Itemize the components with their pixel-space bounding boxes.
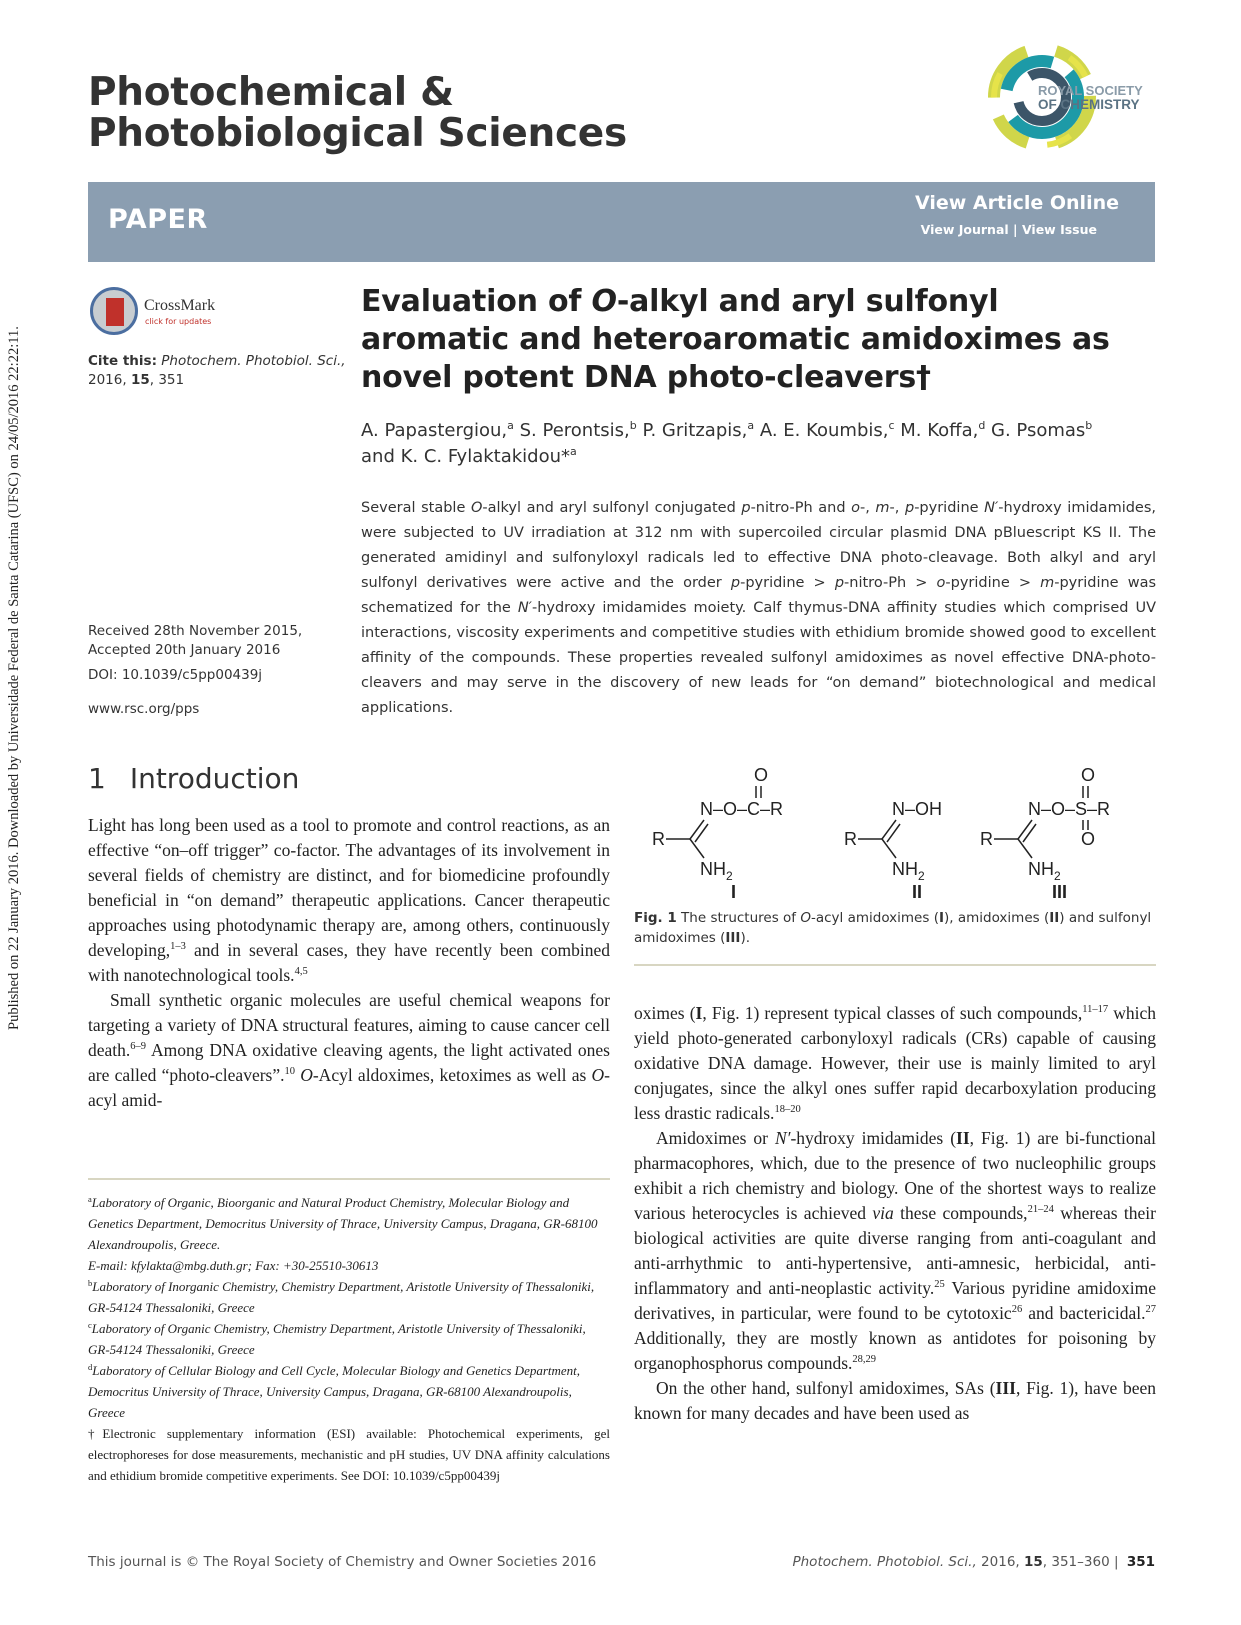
received-date: Received 28th November 2015, (88, 623, 303, 639)
author[interactable]: A. E. Koumbis, (754, 420, 889, 441)
italic-text: O (295, 1065, 313, 1085)
view-issue-link[interactable]: View Issue (1021, 222, 1097, 237)
text: Amidoximes or (656, 1128, 775, 1148)
bold-text: I (695, 1003, 703, 1023)
footnote-b (88, 1276, 610, 1318)
article-type: PAPER (108, 204, 208, 235)
abstract-italic: O (470, 500, 483, 516)
bold-text: III (995, 1378, 1016, 1398)
abstract-italic: o (851, 500, 860, 516)
cite-prefix: Cite this: (88, 353, 157, 369)
citation-ref[interactable]: 18–20 (774, 1104, 801, 1115)
text: Various pyridine amidoxime derivatives, in particular, were found to be cytotoxic (634, 1278, 1156, 1323)
view-journal-link[interactable]: View Journal (920, 222, 1009, 237)
author[interactable]: M. Koffa, (894, 420, 979, 441)
figure-caption (634, 908, 1156, 948)
affiliation-mark: b (1085, 419, 1093, 432)
r-group: R (652, 829, 665, 849)
crossmark-badge[interactable] (90, 287, 250, 339)
cite-journal: Photochem. Photobiol. Sci., (161, 353, 346, 369)
journal-website-link[interactable]: www.rsc.org/pps (88, 701, 200, 717)
download-notice: Published on 22 January 2016. Downloaded by Universidade Federal de Santa Catarina (UFSC) on 24/05/2016 22:22:11. (6, 326, 22, 1030)
abstract-italic: N′ (984, 500, 999, 516)
citation (88, 352, 346, 390)
citation-ref[interactable]: 25 (934, 1279, 945, 1290)
author[interactable]: G. Psomas (985, 420, 1086, 441)
footer-pages: , 351–360 (1042, 1554, 1110, 1570)
abstract-italic: p (904, 500, 915, 516)
carbonyl-o: O (754, 768, 769, 785)
group-label: N–O–C–R (700, 799, 784, 819)
journal-issue-links (921, 222, 1097, 237)
structure-I (652, 768, 783, 902)
publisher-name (1038, 84, 1143, 112)
footer-journal: Photochem. Photobiol. Sci., (792, 1554, 977, 1570)
text: -hydroxy imidamides ( (790, 1128, 957, 1148)
r-group: R (844, 829, 857, 849)
abstract-italic: m (1040, 575, 1055, 591)
text: -Acyl aldoximes, ketoximes as well as (312, 1065, 592, 1085)
crossmark-sub: click for updates (145, 317, 212, 326)
journal-title-line2: Photobiological Sciences (88, 111, 627, 156)
journal-title-line1: Photochemical & (88, 70, 454, 115)
structure-label: III (1052, 882, 1068, 902)
affiliation-mark: a (570, 445, 577, 458)
footnote-divider (88, 1178, 610, 1180)
figure-divider (634, 964, 1156, 966)
affiliation-mark: b (629, 419, 637, 432)
page-number: 351 (1126, 1554, 1155, 1570)
crossmark-icon (90, 287, 138, 335)
introduction-text (88, 813, 610, 1113)
author[interactable]: P. Gritzapis, (636, 420, 748, 441)
affiliation-mark: a (88, 1194, 92, 1204)
paragraph (634, 1001, 1156, 1126)
title-italic: O (591, 284, 617, 319)
nh2: $NH_2$ (700, 859, 733, 883)
text: On the other hand, sulfonyl amidoximes, SAs ( (656, 1378, 996, 1398)
citation-ref[interactable]: 4,5 (294, 966, 308, 977)
author[interactable]: and K. C. Fylaktakidou* (361, 446, 571, 467)
publisher-line2: OF CHEMISTRY (1038, 97, 1140, 112)
text: whereas their biological activities are quite diverse ranging from anti-coagulant and anti-arrhythmic to anti-hypertensive, anti-amnesic, herbicidal, anti-inflammatory and anti-neoplastic activity. (634, 1203, 1156, 1298)
citation-ref[interactable]: 21–24 (1027, 1204, 1054, 1215)
abstract-text: -, (859, 500, 876, 516)
affiliation-text: Laboratory of Cellular Biology and Cell Cycle, Molecular Biology and Genetics Department, Democritus University of Thrace, University Campus, Dragana, GR-68100 Alexandroupolis, Greece (88, 1363, 581, 1420)
section-number: 1 (88, 762, 106, 795)
title-part1: Evaluation of (361, 284, 582, 319)
caption-label: Fig. 1 (634, 910, 677, 926)
italic-text: N′ (774, 1128, 791, 1148)
paragraph (634, 1376, 1156, 1426)
r-group: R (980, 829, 993, 849)
right-column-text (634, 1001, 1156, 1426)
structure-II (844, 799, 942, 902)
crossmark-label: CrossMark (144, 297, 216, 314)
sulfonyl-o-top: O (1081, 768, 1096, 785)
footer-year: 2016, (976, 1554, 1024, 1570)
article-dates (88, 622, 302, 660)
footnote-c (88, 1318, 610, 1360)
abstract-text: -nitro-Ph and (750, 500, 852, 516)
abstract-text: -hydroxy imidamides moiety. Calf thymus-DNA affinity studies which comprised UV interactions, viscosity experiments and competitive studies with ethidium bromide showed good to excellent affinity of the compounds. These properties revealed sulfonyl amidoximes as novel effective DNA-photo-cleavers and may serve in the discovery of new leads for “on demand” biotechnological and medical applications. (361, 600, 1156, 716)
abstract-text: Several stable (361, 500, 471, 516)
caption-text: The structures of (676, 910, 801, 926)
citation-ref[interactable]: 28,29 (852, 1354, 877, 1365)
affiliation-mark: c (888, 419, 895, 432)
affiliation-text: Laboratory of Organic Chemistry, Chemistry Department, Aristotle University of Thessaloniki, GR-54124 Thessaloniki, Greece (88, 1321, 586, 1357)
affiliation-mark: a (747, 419, 755, 432)
abstract-italic: p (730, 575, 741, 591)
text: , Fig. 1) are bi-functional pharmacophores, which, due to the presence of two nucleophilic groups exhibit a rich chemistry and biology. One of the shortest ways to realize various heterocycles is achieved (634, 1128, 1156, 1223)
abstract-text: -pyridine (914, 500, 985, 516)
citation-ref[interactable]: 6–9 (130, 1041, 147, 1052)
cite-volume: 15 (130, 372, 150, 388)
doi[interactable]: DOI: 10.1039/c5pp00439j (88, 667, 263, 683)
caption-text: ), amidoximes ( (944, 910, 1050, 926)
bold-text: II (956, 1128, 970, 1148)
abstract-italic: o (936, 575, 946, 591)
caption-bold: II (1049, 910, 1060, 926)
paragraph (634, 1126, 1156, 1376)
abstract (361, 496, 1156, 721)
structure-label: I (731, 882, 737, 902)
author[interactable]: A. Papastergiou, (361, 420, 508, 441)
abstract-text: -alkyl and aryl sulfonyl conjugated (482, 500, 742, 516)
italic-text: O (591, 1065, 605, 1085)
affiliation-mark: d (978, 419, 986, 432)
abstract-text: -nitro-Ph > (844, 575, 937, 591)
affiliation-mark: c (88, 1320, 92, 1330)
contact-line (88, 1255, 610, 1276)
affiliation-text: Laboratory of Organic, Bioorganic and Natural Product Chemistry, Molecular Biology and Genetics Department, Democritus University of Thrace, University Campus, Dragana, GR-68100 Alexandroupolis, Greece. (88, 1195, 598, 1252)
section-heading (88, 762, 299, 795)
text: and bactericidal. (1022, 1303, 1146, 1323)
structure-III (980, 768, 1110, 902)
paragraph (88, 988, 610, 1113)
text: , Fig. 1) represent typical classes of such compounds, (702, 1003, 1083, 1023)
title-part2: -alkyl and aryl sulfonyl aromatic and heteroaromatic amidoximes as novel potent DNA photo-cleavers† (361, 284, 1110, 395)
abstract-italic: N′ (517, 600, 532, 616)
accepted-date: Accepted 20th January 2016 (88, 642, 281, 658)
abstract-text: -hydroxy imidamides, were subjected to UV irradiation at 312 nm with supercoiled circular plasmid DNA pBluescript KS II. The generated amidinyl and sulfonyloxyl radicals led to effective DNA photo-cleavage. Both alkyl and aryl sulfonyl derivatives were active and the order (361, 500, 1157, 591)
publisher-line1: ROYAL SOCIETY (1038, 83, 1143, 98)
abstract-italic: p (741, 500, 751, 516)
text: oximes ( (634, 1003, 696, 1023)
affiliation-mark: b (88, 1278, 93, 1288)
nh2: $NH_2$ (1028, 859, 1061, 883)
group-label: N–O–S–R (1028, 799, 1111, 819)
citation-ref[interactable]: 10 (284, 1066, 295, 1077)
text: , Fig. 1), have been known for many decades and have been used as (634, 1378, 1157, 1423)
abstract-italic: m (875, 500, 890, 516)
page-footer (792, 1554, 1155, 1570)
cite-year: 2016, (88, 372, 127, 388)
text: Small synthetic organic molecules are useful chemical weapons for targeting a variety of DNA structural features, aiming to cause cancer cell death. (88, 990, 610, 1060)
figure-1-structures[interactable] (634, 768, 1156, 908)
text: these compounds, (893, 1203, 1028, 1223)
footnotes (88, 1192, 610, 1486)
contact-email[interactable]: E-mail: kfylakta@mbg.duth.gr; Fax: +30-25510-30613 (88, 1258, 379, 1273)
text: Additionally, they are mostly known as antidotes for poisoning by organophosphorus compounds. (634, 1328, 1156, 1373)
author-list (361, 418, 1151, 470)
citation-ref[interactable]: 11–17 (1082, 1004, 1109, 1015)
citation-ref[interactable]: 1–3 (170, 941, 186, 952)
citation-ref[interactable]: 26 (1011, 1304, 1023, 1315)
caption-text: ). (740, 930, 751, 946)
esi-note[interactable]: †Electronic supplementary information (ESI) available: Photochemical experiments, gel electrophoreses for dose measurements, mechanistic and pH studies, UV DNA affinity calculations and ethidium bromide competitive experiments. See DOI: 10.1039/c5pp00439j (88, 1426, 610, 1483)
copyright-footer: This journal is © The Royal Society of Chemistry and Owner Societies 2016 (88, 1554, 597, 1570)
footnote-d (88, 1360, 610, 1423)
caption-text: ) and sulfonyl amidoximes ( (634, 910, 1152, 946)
abstract-text: -pyridine > (945, 575, 1041, 591)
article-title (361, 283, 1151, 397)
caption-italic: O (800, 910, 811, 926)
text: -acyl amid- (88, 1065, 610, 1110)
group-label: N–OH (892, 799, 943, 819)
affiliation-mark: a (507, 419, 514, 432)
journal-title[interactable] (88, 72, 627, 154)
sulfonyl-o-bottom: O (1081, 829, 1096, 849)
text: and in several cases, they have recently been combined with nanotechnological tools. (88, 940, 610, 985)
section-title: Introduction (129, 762, 300, 795)
text: which yield photo-generated carbonyloxyl radicals (CRs) capable of causing oxidative DNA damage. However, their use is mainly limited to aryl conjugates, since the alkyl ones suffer rapid decarboxylation producing less drastic radicals. (634, 1003, 1156, 1123)
abstract-italic: p (834, 575, 845, 591)
italic-text: via (872, 1203, 894, 1223)
paragraph (88, 813, 610, 988)
footer-separator: | (1109, 1554, 1123, 1570)
text: Light has long been used as a tool to promote and control reactions, as an effective “on–off trigger” co-factor. The advantages of its involvement in several fields of chemistry are distinct, and for biomedicine profoundly beneficial in “on demand” therapeutic applications. Cancer therapeutic approaches using photodynamic therapy are, among others, continuously developing, (88, 815, 610, 960)
footnote-a (88, 1192, 610, 1255)
author[interactable]: S. Perontsis, (513, 420, 630, 441)
caption-bold: III (725, 930, 741, 946)
caption-text: -acyl amidoximes ( (810, 910, 939, 926)
text: Among DNA oxidative cleaving agents, the light activated ones are called “photo-cleavers”. (88, 1040, 610, 1085)
caption-bold: I (938, 910, 944, 926)
affiliation-text: Laboratory of Inorganic Chemistry, Chemistry Department, Aristotle University of Thessaloniki, GR-54124 Thessaloniki, Greece (88, 1279, 595, 1315)
abstract-text: -pyridine > (740, 575, 835, 591)
cite-page: , 351 (149, 372, 185, 388)
link-separator: | (1013, 222, 1018, 237)
article-banner (88, 182, 1155, 262)
structure-label: II (912, 882, 923, 902)
abstract-text: -pyridine was schematized for the (361, 575, 1157, 616)
affiliation-mark: d (88, 1362, 93, 1372)
citation-ref[interactable]: 27 (1145, 1304, 1156, 1315)
abstract-text: -, (889, 500, 905, 516)
nh2: $NH_2$ (892, 859, 925, 883)
view-article-online-link[interactable]: View Article Online (915, 192, 1119, 214)
footer-volume: 15 (1024, 1554, 1043, 1570)
